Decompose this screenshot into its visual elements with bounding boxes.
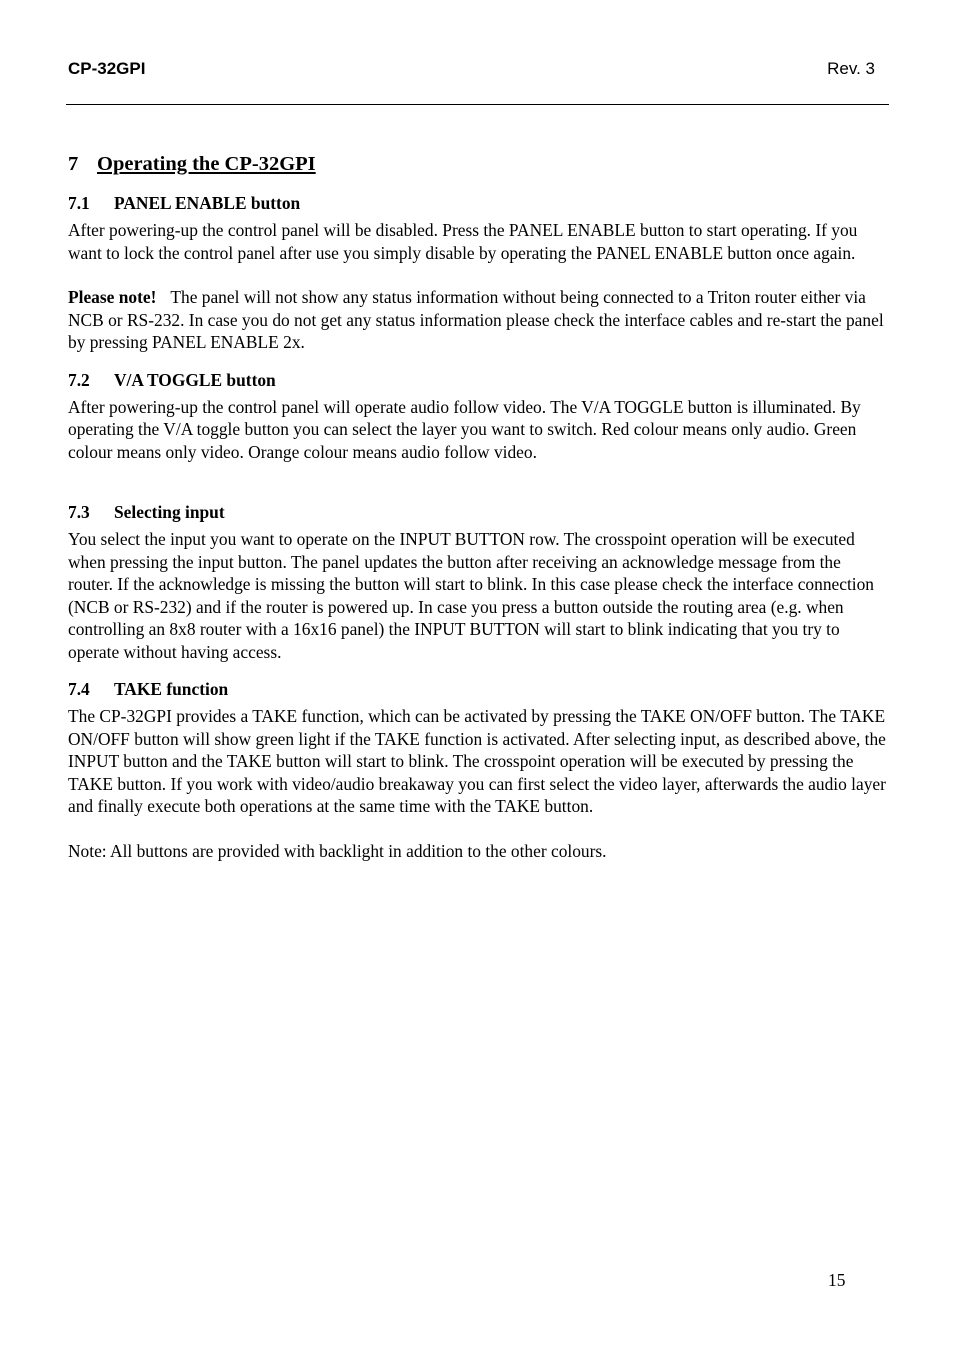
section-heading-7-1 [68,192,888,214]
section-title: TAKE function [114,679,229,699]
section-paragraph: After powering-up the control panel will operate audio follow video. The V/A TOGGLE button is illuminated. By operating the V/A toggle button you can select the layer you want to switch. Red colour means only audio. Green colour means only video. Orange colour means audio follow video. [68,396,861,462]
section-heading-7-2 [68,369,888,391]
header-doc-title: CP-32GPI [68,59,146,78]
section-title: PANEL ENABLE button [114,193,301,213]
section-number: 7.3 [68,502,90,522]
section-heading-7-3 [68,501,888,523]
section-note: Note: All buttons are provided with backlight in addition to the other colours. [68,840,607,861]
main-content [68,150,888,862]
note-text: The panel will not show any status information without being connected to a Triton router either via NCB or RS-232. In case you do not get any status information please check the interface cables and re-start the panel by pressing PANEL ENABLE 2x. [68,287,884,352]
section-number: 7.2 [68,369,90,390]
section-number: 7.4 [68,679,90,699]
section-paragraph: After powering-up the control panel will be disabled. Press the PANEL ENABLE button to start operating. If you want to lock the control panel after use you simply disable by operating the PANEL ENABLE button once again. [68,220,858,263]
section-heading-7-4 [68,678,888,700]
chapter-number: 7 [68,153,79,175]
page-number: 15 [828,1270,846,1290]
header-divider [66,104,889,105]
header-revision: Rev. 3 [827,59,875,78]
section-number: 7.1 [68,193,90,213]
chapter-heading [68,150,888,178]
chapter-title: Operating the CP-32GPI [97,153,316,175]
section-paragraph: You select the input you want to operate on the INPUT BUTTON row. The crosspoint operation will be executed when pressing the input button. The panel updates the button after receiving an acknowledge message from the router. If the acknowledge is missing the button will start to blink. In this case please check the interface connection (NCB or RS-232) and if the router is powered up. In case you press a button outside the routing area (e.g. when controlling an 8x8 router with a 16x16 panel) the INPUT BUTTON will start to blink indicating that you try to operate without having access. [68,529,875,662]
section-title: V/A TOGGLE button [114,369,276,390]
note-label: Please note! [68,287,157,307]
note-paragraph [68,286,888,354]
section-title: Selecting input [114,502,225,522]
section-paragraph: The CP-32GPI provides a TAKE function, which can be activated by pressing the TAKE ON/OFF button. The TAKE ON/OFF button will show green light if the TAKE function is activated. After selecting input, as described above, the INPUT button and the TAKE button will start to blink. The crosspoint operation will be executed by pressing the TAKE button. If you work with video/audio breakaway you can first select the video layer, afterwards the audio layer and finally execute both operations at the same time with the TAKE button. [68,706,886,816]
